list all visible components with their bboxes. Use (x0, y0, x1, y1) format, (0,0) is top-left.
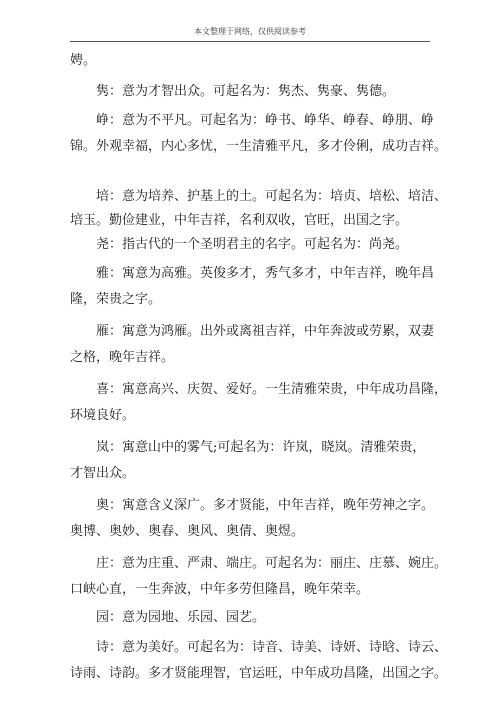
text-line: 环境良好。 (70, 408, 136, 423)
text-line: 之格，晚年吉祥。 (70, 350, 175, 365)
text-line: 才智出众。 (70, 466, 136, 481)
text-line: 隆，荣贵之字。 (70, 292, 162, 307)
text-line: 培玉。勤俭建业，中年吉祥，名利双收，官旺，出国之字。 (70, 213, 409, 228)
text-line: 诗：意为美好。可起名为：诗音、诗美、诗妍、诗晗、诗云、 (96, 640, 448, 655)
text-line: 雅：寓意为高雅。英俊多才，秀气多才，中年吉祥，晚年昌 (96, 266, 435, 281)
text-line: 口峡心直，一生奔波，中年多劳但隆昌，晚年荣幸。 (70, 582, 370, 597)
text-line: 奥博、奥妙、奥春、奥风、奥倩、奥煜。 (70, 524, 305, 539)
text-line: 奥：寓意含义深广。多才贤能，中年吉祥，晚年劳神之字。 (96, 498, 435, 513)
text-line: 峥：意为不平凡。可起名为：峥书、峥华、峥春、峥朋、峥 (96, 113, 435, 128)
text-line: 培：意为培养、护基上的土。可起名为：培贞、培松、培洁、 (96, 189, 448, 204)
text-line: 园：意为园地、乐园、园艺。 (96, 610, 266, 625)
text-line: 岚：寓意山中的雾气;可起名为：许岚，晓岚。清雅荣贵， (96, 440, 426, 455)
text-line: 锦。外观幸福，内心多忧，一生清雅平凡，多才伶俐，成功吉祥。 (70, 139, 448, 154)
header-divider (70, 41, 430, 42)
page-header: 本文整理于网络，仅供阅读参考 (194, 27, 306, 36)
text-line: 娉。 (70, 53, 97, 68)
text-line: 诗雨、诗韵。多才贤能理智，官运旺，中年成功昌隆，出国之字。 (70, 666, 448, 681)
text-line: 喜：寓意高兴、庆贺、爱好。一生清雅荣贵，中年成功昌隆， (96, 382, 448, 397)
text-line: 庄：意为庄重、严肃、端庄。可起名为：丽庄、庄慕、婉庄。 (96, 556, 448, 571)
text-line: 雁：寓意为鸿雁。出外或离祖吉祥，中年奔波或劳累，双妻 (96, 324, 435, 339)
text-line: 尧：指古代的一个圣明君主的名字。可起名为：尚尧。 (96, 237, 409, 252)
text-line: 隽：意为才智出众。可起名为：隽杰、隽豪、隽德。 (96, 84, 396, 99)
